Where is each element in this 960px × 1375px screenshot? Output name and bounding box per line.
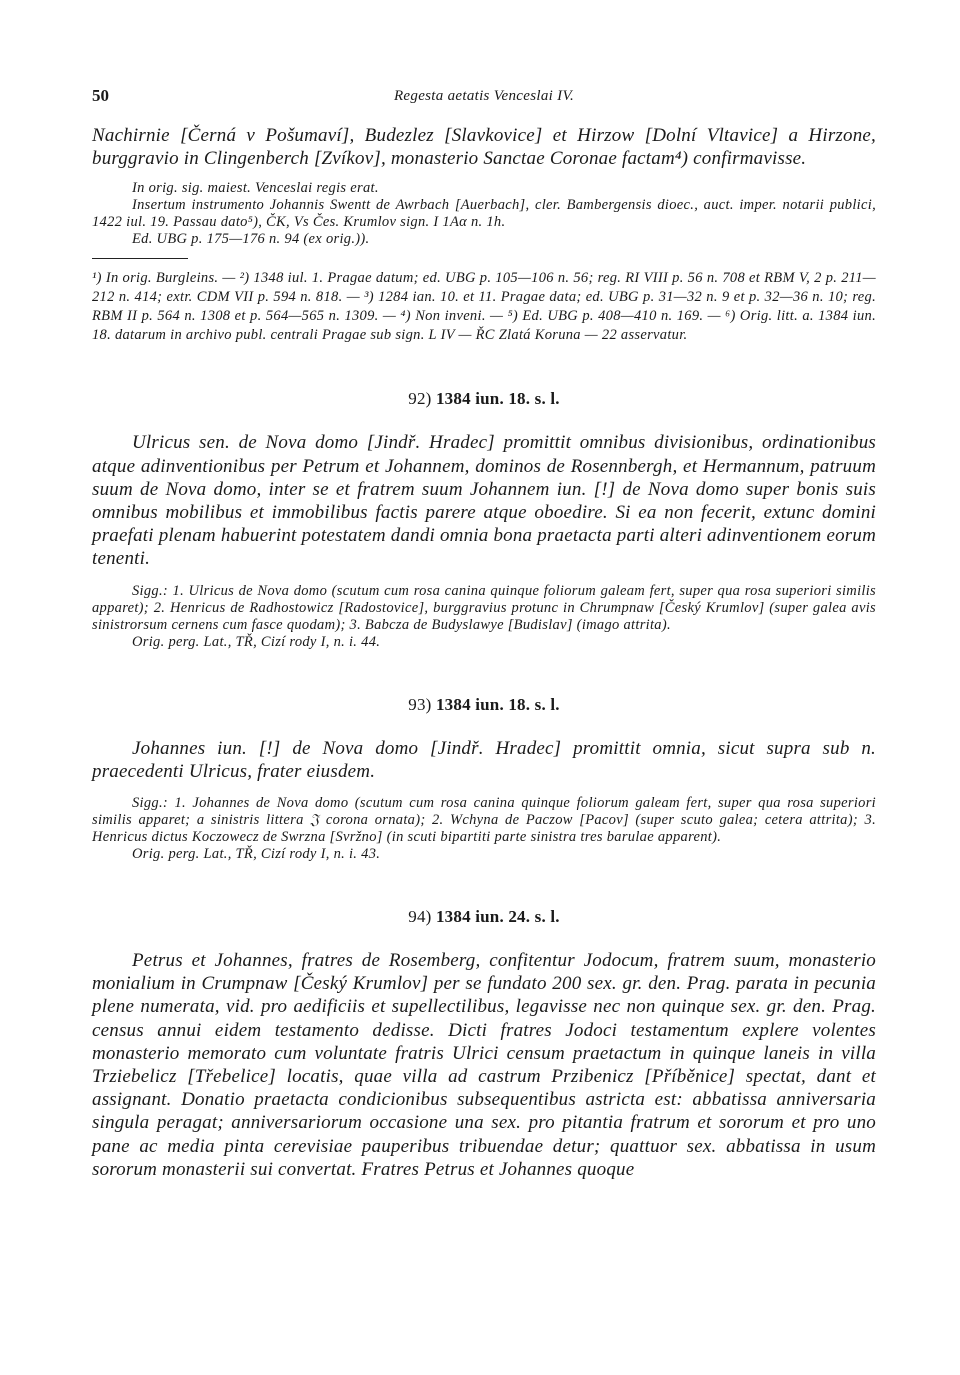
entry-date: 1384 iun. 24. s. l. (435, 907, 560, 927)
footnotes: ¹) In orig. Burgleins. — ²) 1348 iul. 1. Pragae datum; ed. UBG p. 105—106 n. 56; reg. RI VIII p. 56 n. 708 et RBM V, 2 p. 211—212 n. 414; extr. CDM VII p. 594 n. 818. — ³) 1284 ian. 10. et 11. Pragae data; ed. UBG p. 31—32 n. 9 et p. 32—36 n. 10; reg. RBM II p. 564 n. 1308 et p. 564—565 n. 1309. — ⁴) Non inveni. — ⁵) Ed. UBG p. 408—410 n. 169. — ⁶) Orig. litt. a. 1384 iun. 18. datarum in archivo publ. centrali Pragae sub sign. L IV — ŘC Zlatá Koruna — 22 asservatur. (92, 270, 876, 344)
entry-original: Orig. perg. Lat., TŘ, Cizí rody I, n. i. 44. (132, 633, 381, 650)
entry-number: 92) (408, 389, 436, 409)
footnote-divider (92, 258, 188, 259)
page-number: 50 (92, 86, 109, 105)
entry-original: Orig. perg. Lat., TŘ, Cizí rody I, n. i. 43. (132, 846, 381, 863)
page-header (92, 80, 876, 110)
entry-text: Petrus et Johannes, fratres de Rosemberg, confitentur Jodocum, fratrem suum, monasterio monialium in Crumpnaw [Český Krumlov] per se fundato 200 sex. gr. den. Prag. parata in pecunia plene numerata, vid. pro aedificiis et supellectilibus, legavisse nec non quinque sex. gr. den. Prag. census annui eidem testamento dedisse. Dicti fratres Jodoci testamentum explere volentes monasterio memorato cum voluntate fratris Ulrici censum praetactum in quinque laneis in villa Trziebelicz [Třebelice] locatis, quae villa ad castrum Przibenicz [Příběnice] spectat, dant et assignant. Donatio praetacta condicionibus subsequentibus astricta est: abbatissa anniversaria singula peragat; anniversariorum occasione una sex. pro pitantia fratrum et sororum et pro uno pane ac media pinta cerevisiae pauperibus tribuendae detur; quattuor sex. abbatissa in usum sororum monasterii sui convertat. Fratres Petrus et Johannes quoque (92, 950, 876, 1180)
entry-heading (92, 389, 876, 409)
entry-date: 1384 iun. 18. s. l. (435, 389, 560, 409)
entry-seals: Sigg.: 1. Johannes de Nova domo (scutum cum rosa canina quinque foliorum galeam fert, super qua rosa superiori similis apparet; a sinistris littera 𝔍 corona ornata); 2. Wchyna de Paczow [Pacov] (super scuto galea; cetera attrita); 3. Henricus dictus Koczowecz de Swrzna [Svržno] (in scuti bipartiti parte sinistra tres barulae apparent). (92, 795, 876, 846)
intro-note-1: In orig. sig. maiest. Venceslai regis erat. (132, 180, 379, 197)
entry-seals: Sigg.: 1. Ulricus de Nova domo (scutum cum rosa canina quinque foliorum galeam fert, super qua rosa superiori similis apparet); 2. Henricus de Radhostowicz [Radostovice], burggravius protunc in Chrumpnaw [Český Krumlov] (super galea avis sinistrorsum cernens cum fasce quodam); 3. Babcza de Budyslawye [Budislav] (imago attrita). (92, 582, 876, 633)
intro-paragraph: Nachirnie [Černá v Pošumaví], Budezlez [Slavkovice] et Hirzow [Dolní Vltavice] a Hirzone, burggravio in Clingenberch [Zvíkov], monasterio Sanctae Coronae factam⁴) confirmavisse. (92, 125, 876, 170)
entry-date: 1384 iun. 18. s. l. (435, 694, 560, 714)
running-title: Regesta aetatis Venceslai IV. (393, 88, 575, 104)
entry-number: 93) (408, 694, 436, 714)
intro-note-3: Ed. UBG p. 175—176 n. 94 (ex orig.)). (132, 231, 370, 248)
entry-heading (92, 907, 876, 927)
entry-text: Ulricus sen. de Nova domo [Jindř. Hradec] promittit omnibus divisionibus, ordinationibus atque adinventionibus per Petrum et Johannem, dominos de Rosennbergh, et Hermannum, patruum suum de Nova domo, inter se et fratrem suum Johannem iun. [!] de Nova domo super bonis suis omnibus mobilibus et immobilibus factis parere atque oboedire. Si ea non fecerit, extunc domini praefati plenam habuerint potestatem dandi omnia bona praetacta parti alteri adinventionem eorum tenenti. (92, 432, 876, 570)
document-page (92, 80, 876, 1181)
intro-note-2: Insertum instrumento Johannis Swentt de Awrbach [Auerbach], cler. Bambergensis dioec., auct. imper. notarii publici, 1422 iul. 19. Passau dato⁵), ČK, Vs Čes. Krumlov sign. I 1Aα n. 1h. (92, 197, 876, 231)
entry-heading (92, 695, 876, 715)
entry-text: Johannes iun. [!] de Nova domo [Jindř. Hradec] promittit omnia, sicut supra sub n. praecedenti Ulricus, frater eiusdem. (92, 737, 876, 782)
entry-number: 94) (408, 907, 436, 927)
